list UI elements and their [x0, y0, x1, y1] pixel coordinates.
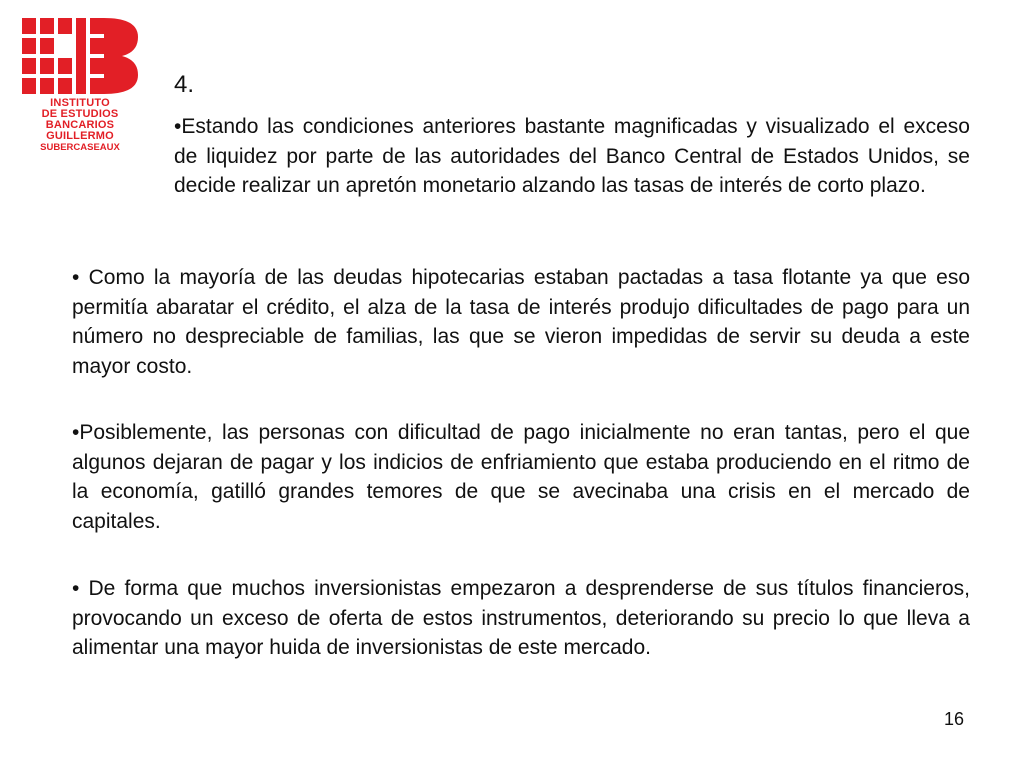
- logo-line-1: INSTITUTO: [50, 97, 110, 109]
- logo-line-5: SUBERCASEAUX: [40, 142, 120, 153]
- logo-line-2: DE ESTUDIOS: [41, 108, 119, 120]
- paragraph-3: •Posiblemente, las personas con dificultad de pago inicialmente no eran tantas, pero el que algunos dejaran de pagar y los indicios de enfriamiento que estaba produciendo en el ritmo de la economía, gatilló grandes temores de que se avecinaba una crisis en el mercado de capitales.: [72, 421, 970, 533]
- page-number: 16: [943, 709, 964, 729]
- section-heading: 4.: [174, 71, 195, 98]
- logo-line-4: GUILLERMO: [46, 130, 114, 142]
- ieb-logo-mark-icon: [22, 18, 138, 94]
- paragraph-4: • De forma que muchos inversionistas empezaron a desprenderse de sus títulos financieros, provocando un exceso de oferta de estos instrumentos, deteriorando su precio lo que lleva a alimentar una mayor huida de inversionistas de este mercado.: [72, 577, 970, 659]
- logo-line-3: BANCARIOS: [45, 119, 115, 131]
- paragraph-2: • Como la mayoría de las deudas hipotecarias estaban pactadas a tasa flotante ya que eso permitía abaratar el crédito, el alza de la tasa de interés produjo dificultades de pago para un número no despreciable de familias, las que se vieron impedidas de servir su deuda a este mayor costo.: [72, 266, 970, 378]
- paragraph-1: •Estando las condiciones anteriores bastante magnificadas y visualizado el exceso de liquidez por parte de las autoridades del Banco Central de Estados Unidos, se decide realizar un apretón monetario alzando las tasas de interés de corto plazo.: [174, 115, 970, 197]
- institute-logo: [20, 18, 140, 168]
- logo-wordmark: [20, 98, 140, 153]
